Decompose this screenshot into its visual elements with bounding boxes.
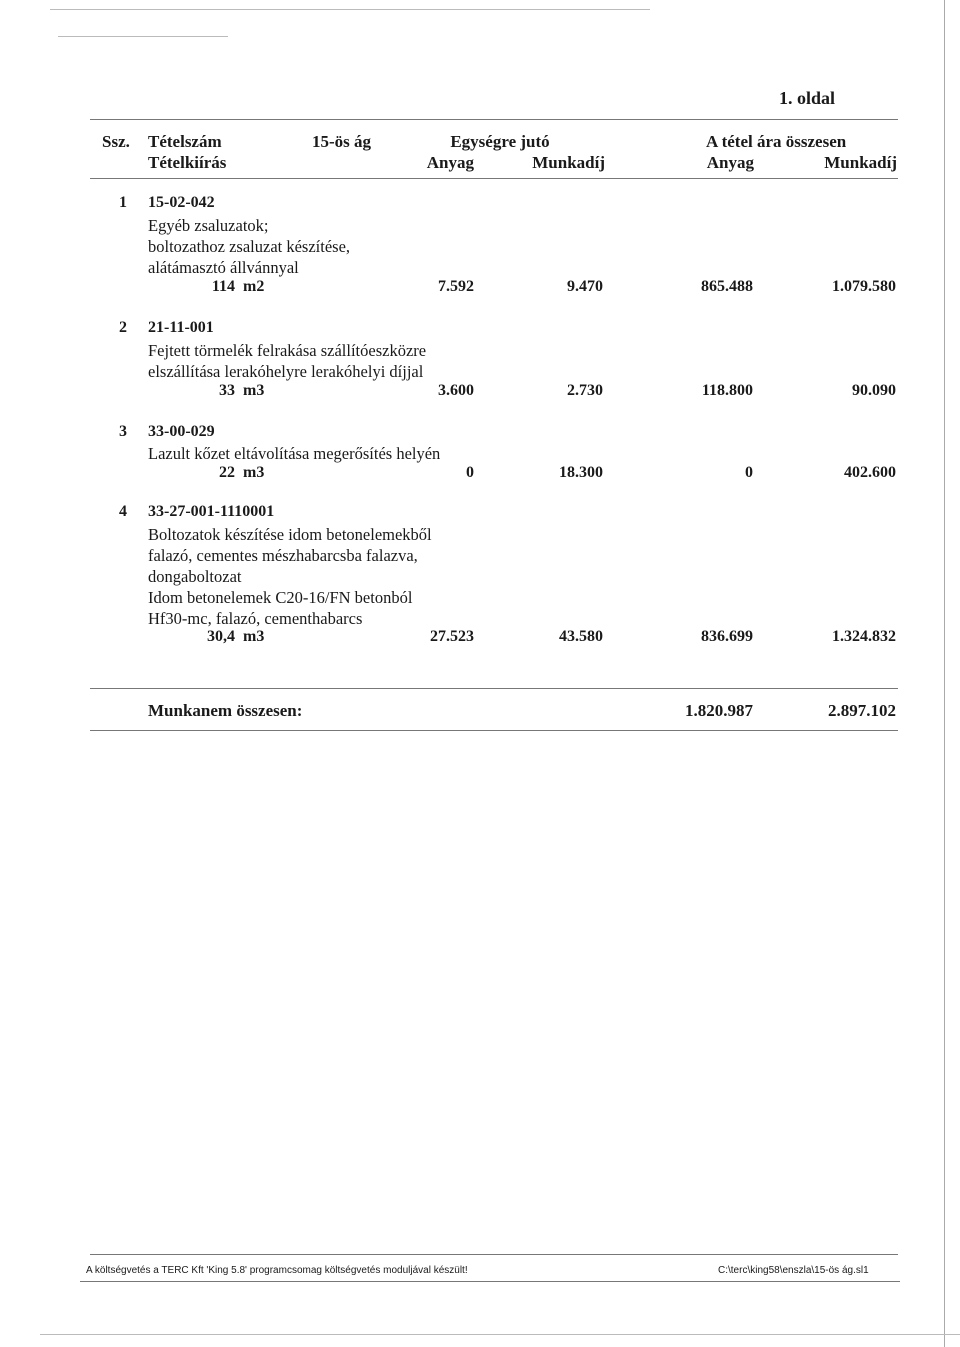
summary-total-labor: 2.897.102	[828, 701, 896, 720]
item-total-labor: 402.600	[844, 464, 896, 481]
item-description-line: Egyéb zsaluzatok;	[148, 216, 269, 235]
top-scan-line	[50, 9, 650, 10]
header-unit-price: Egységre jutó	[450, 132, 550, 151]
item-number: 1	[119, 194, 127, 211]
footer-software-note: A költségvetés a TERC Kft 'King 5.8' programcsomag költségvetés moduljával készült!	[86, 1265, 468, 1276]
footer-file-path: C:\terc\king58\enszla\15-ös ág.sl1	[718, 1265, 869, 1276]
summary-label: Munkanem összesen:	[148, 701, 303, 720]
page-number: 1. oldal	[779, 88, 836, 108]
summary-total-material: 1.820.987	[685, 701, 753, 720]
item-unit-labor: 18.300	[559, 464, 603, 481]
item-unit-labor: 43.580	[559, 628, 603, 645]
item-unit-material: 27.523	[430, 628, 474, 645]
item-unit: m3	[243, 464, 265, 481]
item-number: 3	[119, 423, 127, 440]
header-top-rule	[90, 119, 898, 120]
item-description-line: Hf30-mc, falazó, cementhabarcs	[148, 609, 363, 628]
item-unit-labor: 2.730	[567, 382, 603, 399]
item-total-material: 0	[745, 464, 753, 481]
header-ssz: Ssz.	[102, 132, 130, 151]
item-number: 4	[119, 503, 127, 520]
item-unit-material: 0	[466, 464, 474, 481]
footer-top-rule	[90, 1254, 898, 1255]
item-description-line: dongaboltozat	[148, 567, 242, 586]
item-code: 33-00-029	[148, 423, 215, 440]
footer-bottom-rule	[80, 1281, 900, 1282]
header-total-price: A tétel ára összesen	[706, 132, 847, 151]
item-description-line: Fejtett törmelék felrakása szállítóeszközre	[148, 341, 427, 360]
item-total-material: 836.699	[701, 628, 753, 645]
item-total-labor: 90.090	[852, 382, 896, 399]
item-code: 21-11-001	[148, 319, 214, 336]
item-quantity: 22	[219, 464, 235, 481]
item-description-line: alátámasztó állvánnyal	[148, 258, 299, 277]
header-unit-material: Anyag	[426, 153, 474, 172]
item-total-material: 865.488	[701, 278, 753, 295]
item-number: 2	[119, 319, 127, 336]
item-description-line: Boltozatok készítése idom betonelemekből	[148, 525, 432, 544]
header-unit-labor: Munkadíj	[532, 153, 605, 172]
header-total-material: Anyag	[706, 153, 754, 172]
right-edge-line	[944, 0, 945, 1347]
item-unit-material: 7.592	[438, 278, 474, 295]
summary-bottom-rule	[90, 730, 898, 731]
header-branch: 15-ös ág	[312, 132, 372, 151]
item-quantity: 114	[211, 278, 235, 295]
item-quantity: 30,4	[207, 628, 235, 645]
item-description-line: Lazult kőzet eltávolítása megerősítés helyén	[148, 444, 441, 463]
header-tetelszam: Tételszám	[148, 132, 222, 151]
item-total-labor: 1.324.832	[832, 628, 896, 645]
item-code: 33-27-001-1110001	[148, 503, 275, 520]
item-unit: m2	[243, 278, 265, 295]
item-quantity: 33	[219, 382, 235, 399]
item-unit-labor: 9.470	[567, 278, 603, 295]
bottom-edge-line	[40, 1334, 960, 1335]
item-total-labor: 1.079.580	[832, 278, 896, 295]
summary-top-rule	[90, 688, 898, 689]
item-total-material: 118.800	[701, 382, 753, 399]
item-description-line: elszállítása lerakóhelyre lerakóhelyi díjjal	[148, 362, 424, 381]
item-description-line: boltozathoz zsaluzat készítése,	[148, 237, 351, 256]
item-code: 15-02-042	[148, 194, 215, 211]
item-unit-material: 3.600	[438, 382, 474, 399]
item-description-line: falazó, cementes mészhabarcsba falazva,	[148, 546, 418, 565]
top-short-line	[58, 36, 228, 37]
item-unit: m3	[243, 382, 265, 399]
item-description-line: Idom betonelemek C20-16/FN betonból	[148, 588, 413, 607]
header-bottom-rule	[90, 178, 898, 179]
header-total-labor: Munkadíj	[824, 153, 897, 172]
item-unit: m3	[243, 628, 265, 645]
header-tetelkiiras: Tételkiírás	[148, 153, 227, 172]
